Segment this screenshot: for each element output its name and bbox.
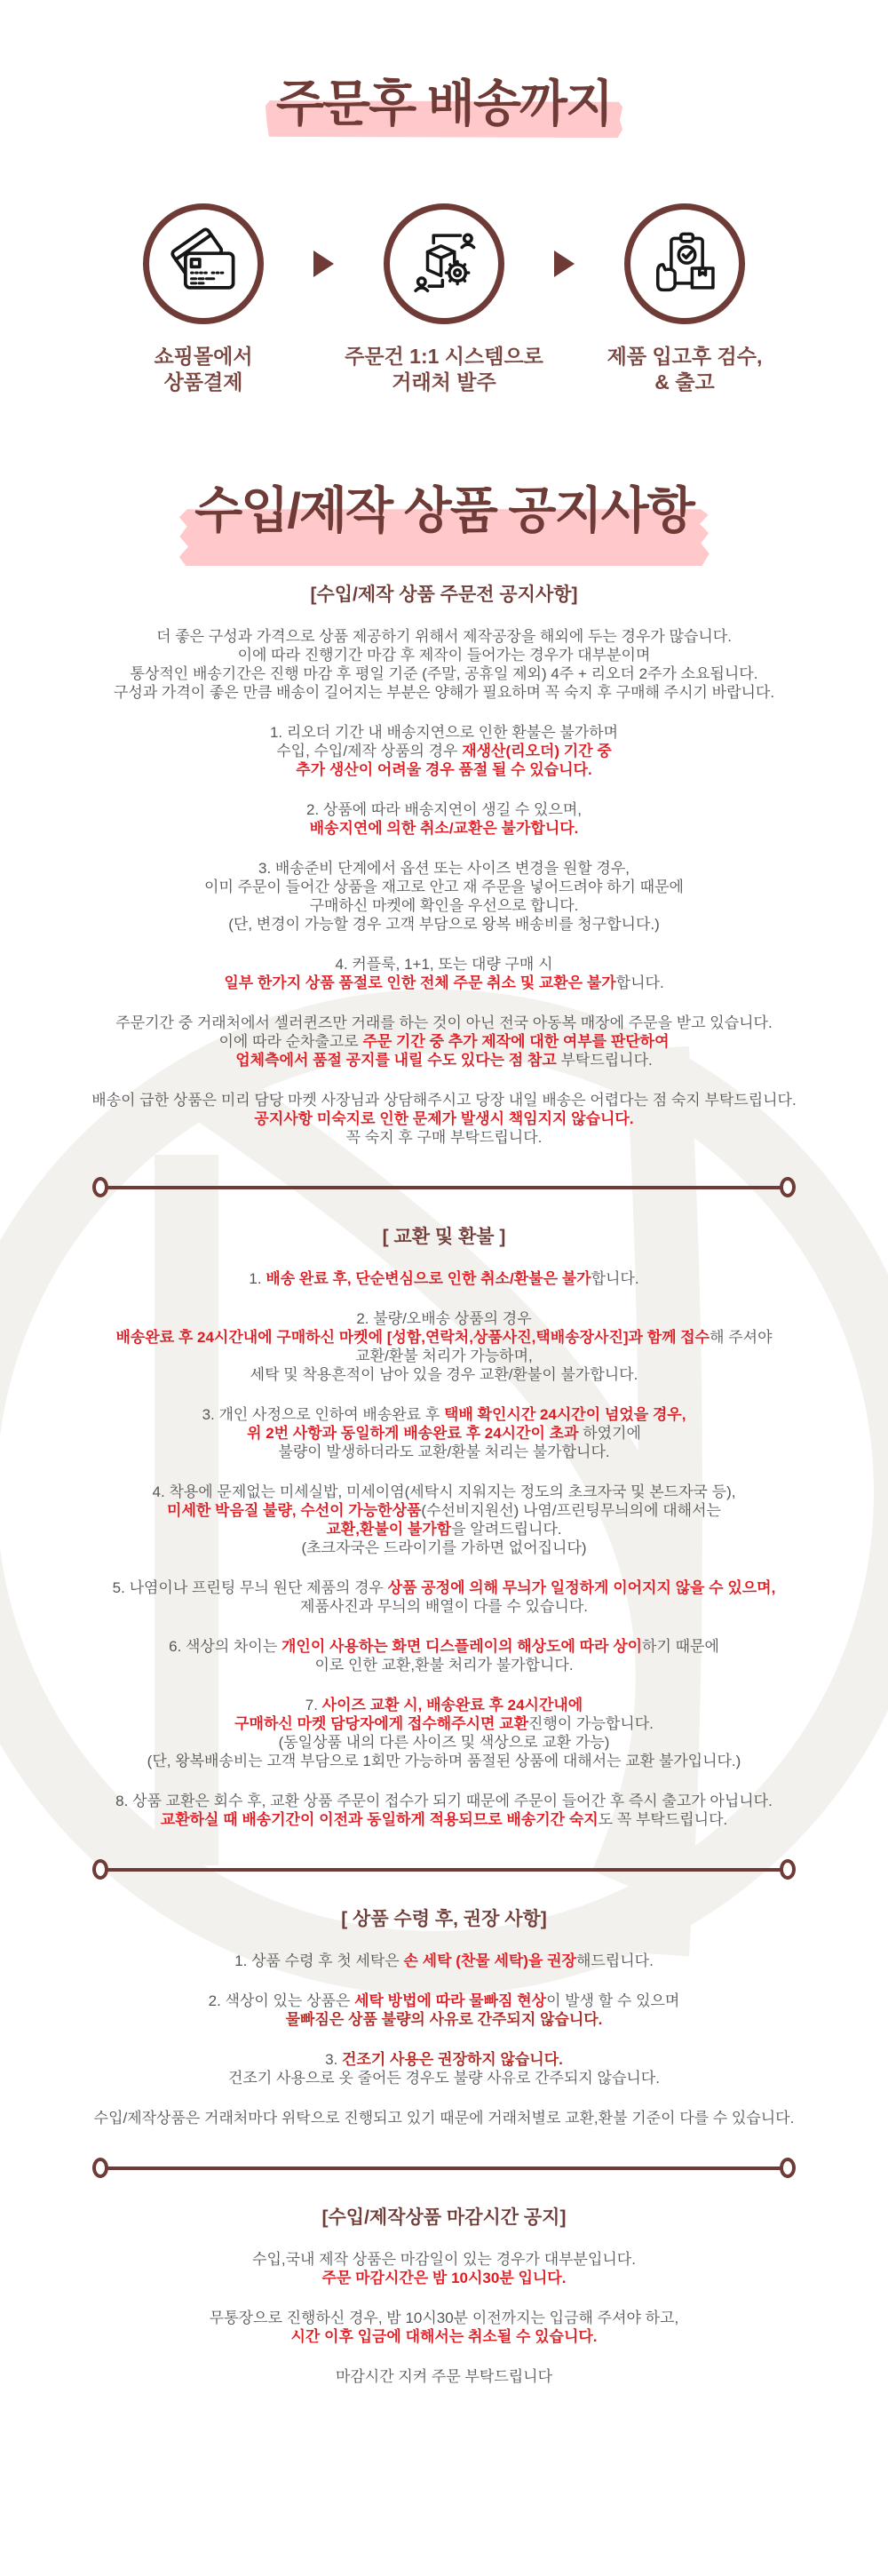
text-segment: 상품 공정에 의해 무늬가 일정하게 이어지지 않을 수 있으며, <box>387 1579 776 1597</box>
header-area <box>0 0 888 539</box>
text-segment: 5. 나염이나 프린팅 무늬 원단 제품의 경우 <box>112 1579 388 1597</box>
triangle-right-icon <box>554 250 575 277</box>
text-segment: 이에 따라 진행기간 마감 후 제작이 들어가는 경우가 대부분이며 <box>237 647 651 664</box>
paragraph <box>52 1637 836 1674</box>
step-inspection-shipping <box>580 203 789 394</box>
paragraph <box>52 1992 836 2029</box>
text-segment: 손 세탁 (찬물 세탁)을 권장 <box>403 1952 576 1970</box>
step-circle <box>143 203 264 324</box>
text-line <box>52 1365 836 1384</box>
text-segment: 이로 인한 교환,환불 처리가 불가합니다. <box>314 1657 574 1674</box>
paragraph <box>52 1578 836 1616</box>
text-segment: 불량이 발생하더라도 교환/환불 처리는 불가합니다. <box>278 1443 610 1461</box>
text-segment: 일부 한가지 상품 품절로 인한 전체 주문 취소 및 교환은 불가 <box>224 974 616 992</box>
text-segment: 교환,환불이 불가함 <box>326 1521 452 1538</box>
text-segment: 더 좋은 구성과 가격으로 상품 제공하기 위해서 제작공장을 해외에 두는 경우가 많습니다. <box>156 628 732 646</box>
text-segment: 합니다. <box>615 974 664 992</box>
step-label <box>99 344 308 394</box>
text-line <box>52 627 836 646</box>
paragraph <box>52 1483 836 1557</box>
text-line <box>52 1520 836 1538</box>
text-segment: 2. 색상이 있는 상품은 <box>208 1992 355 2010</box>
text-segment: (단, 왕복배송비는 고객 부담으로 1회만 가능하며 품절된 상품에 대해서는 교환 불가입니다.) <box>147 1753 741 1770</box>
step-order-system <box>339 203 549 394</box>
text-line <box>52 2269 836 2287</box>
text-segment: 주문 기간 중 추가 제작에 대한 여부를 판단하여 <box>362 1033 670 1051</box>
paragraph <box>52 955 836 992</box>
text-segment: 교환하실 때 배송기간이 이전과 동일하게 적용되므로 배송기간 숙지 <box>160 1811 599 1829</box>
text-segment: 무통장으로 진행하신 경우, 밤 10시30분 이전까지는 입금해 주셔야 하고, <box>209 2310 679 2327</box>
text-line <box>52 1696 836 1714</box>
divider-end-ring <box>780 1177 796 1197</box>
text-line <box>52 1952 836 1970</box>
text-segment: 구매하신 마켓에 확인을 우선으로 합니다. <box>309 897 579 915</box>
text-segment: 구성과 가격이 좋은 만큼 배송이 길어지는 부분은 양해가 필요하며 꼭 숙지 후 구매해 주시기 바랍니다. <box>113 684 775 702</box>
text-segment: 교환/환불 처리가 가능하며, <box>355 1348 533 1365</box>
notice-content <box>52 585 836 2386</box>
text-segment: (초크자국은 드라이기를 가하면 없어집니다) <box>301 1539 587 1557</box>
paragraph <box>52 1269 836 1288</box>
text-segment: 진행이 가능합니다. <box>528 1715 654 1733</box>
text-line <box>52 1637 836 1656</box>
text-segment: 개인이 사용하는 화면 디스플레이의 해상도에 따라 상이 <box>281 1638 643 1656</box>
paragraph <box>52 1792 836 1829</box>
divider-line <box>107 2167 781 2170</box>
divider-line <box>107 1186 781 1189</box>
divider-end-ring <box>780 2158 796 2178</box>
text-segment: 8. 상품 교환은 회수 후, 교환 상품 주문이 접수가 되기 때문에 주문이 들어간 후 즉시 출고가 아닙니다. <box>115 1793 773 1810</box>
text-line <box>52 1128 836 1147</box>
paragraph <box>52 800 836 838</box>
text-segment: 건조기 사용은 권장하지 않습니다. <box>342 2051 563 2069</box>
text-line <box>52 800 836 819</box>
text-segment: 추가 생산이 어려울 경우 품절 될 수 있습니다. <box>296 761 592 779</box>
text-line <box>52 1810 836 1829</box>
text-line <box>52 646 836 664</box>
text-segment: 1. <box>249 1270 266 1288</box>
text-line <box>52 1792 836 1810</box>
text-segment: 배송 완료 후, 단순변심으로 인한 취소/환불은 불가 <box>266 1270 591 1288</box>
section-header: [수입/제작 상품 주문전 공지사항] <box>310 584 578 606</box>
text-line <box>52 878 836 896</box>
text-line <box>52 819 836 838</box>
text-line <box>52 2050 836 2069</box>
text-segment: 이에 따라 순차출고로 <box>218 1033 363 1051</box>
text-segment: 주문 마감시간은 밤 10시30분 입니다. <box>321 2270 567 2287</box>
paragraph <box>52 1309 836 1384</box>
text-segment: 주문기간 중 거래처에서 셀러퀸즈만 거래를 하는 것이 아닌 전국 아동복 매장에 주문을 받고 있습니다. <box>115 1014 773 1032</box>
text-line <box>52 683 836 702</box>
paragraph <box>52 859 836 934</box>
text-line <box>52 2069 836 2087</box>
text-segment: 수입,국내 제작 상품은 마감일이 있는 경우가 대부분입니다. <box>252 2251 636 2269</box>
paragraph <box>52 2109 836 2127</box>
text-segment: 배송완료 후 24시간내에 구매하신 마켓에 [성함,연락처,상품사진,택배송장사진]과 함께 접수 <box>115 1329 710 1347</box>
text-line <box>52 1597 836 1616</box>
text-line <box>52 664 836 683</box>
text-segment: 마감시간 지켜 주문 부탁드립니다 <box>335 2368 553 2386</box>
text-segment: 사이즈 교환 시, 배송완료 후 24시간내에 <box>321 1697 583 1714</box>
text-line <box>52 1578 836 1597</box>
text-segment: 을 알려드립니다. <box>451 1521 562 1538</box>
credit-cards-icon <box>166 227 241 301</box>
text-line <box>52 1733 836 1752</box>
text-segment: 7. <box>305 1697 322 1714</box>
text-segment: 3. 개인 사정으로 인하여 배송완료 후 <box>202 1406 444 1424</box>
text-line <box>52 955 836 974</box>
paragraph <box>52 2367 836 2386</box>
step-label-line1: 제품 입고후 검수, <box>607 345 763 369</box>
text-segment: (단, 변경이 가능할 경우 고객 부담으로 왕복 배송비를 청구합니다.) <box>228 916 660 934</box>
text-segment: (동일상품 내의 다른 사이즈 및 색상으로 교환 가능) <box>278 1734 610 1752</box>
text-segment: 배송이 급한 상품은 미리 담당 마켓 사장님과 상담해주시고 당장 내일 배송은 어렵다는 점 숙지 부탁드립니다. <box>91 1092 797 1109</box>
text-line <box>52 742 836 760</box>
paragraph <box>52 627 836 702</box>
step-label <box>580 344 789 394</box>
text-line <box>52 1309 836 1328</box>
step-label-line2: & 출고 <box>654 370 715 394</box>
text-line <box>52 2109 836 2127</box>
text-line <box>52 723 836 742</box>
text-segment: 이미 주문이 들어간 상품을 재고로 안고 재 주문을 넣어드려야 하기 때문에 <box>204 879 684 896</box>
order-system-icon <box>407 227 481 301</box>
section-divider <box>92 1177 796 1197</box>
divider-end-ring <box>780 1859 796 1880</box>
triangle-right-icon <box>313 250 334 277</box>
section-divider <box>92 1859 796 1880</box>
text-line <box>52 1347 836 1365</box>
step-circle <box>624 203 745 324</box>
text-segment: 1. 상품 수령 후 첫 세탁은 <box>234 1952 404 1970</box>
paragraph <box>52 2050 836 2087</box>
text-line <box>52 1091 836 1109</box>
text-line <box>52 2367 836 2386</box>
text-line <box>52 1269 836 1288</box>
text-segment: 재생산(리오더) 기간 중 <box>462 743 612 760</box>
text-line <box>52 1443 836 1461</box>
text-line <box>52 1032 836 1051</box>
text-line <box>52 915 836 934</box>
notice-title <box>194 482 694 539</box>
text-line <box>52 760 836 779</box>
text-line <box>52 1501 836 1520</box>
text-line <box>52 1483 836 1501</box>
text-segment: 구매하신 마켓 담당자에게 접수해주시면 교환 <box>234 1715 529 1733</box>
divider-line <box>107 1868 781 1872</box>
page-title <box>276 78 612 129</box>
text-line <box>52 2327 836 2346</box>
text-segment: (수선비지원선) 나염/프린팅무늬의에 대해서는 <box>421 1502 721 1520</box>
text-line <box>52 1109 836 1128</box>
text-segment: 해 주셔야 <box>710 1329 773 1347</box>
order-process-steps <box>0 203 888 394</box>
text-segment: 배송지연에 의한 취소/교환은 불가합니다. <box>309 820 579 838</box>
text-segment: 부탁드립니다. <box>556 1052 653 1069</box>
section-header: [수입/제작상품 마감시간 공지] <box>321 2207 567 2229</box>
text-segment: 하기 때문에 <box>642 1638 719 1656</box>
text-segment: 건조기 사용으로 옷 줄어든 경우도 불량 사유로 간주되지 않습니다. <box>228 2070 660 2087</box>
text-segment: 3. 배송준비 단계에서 옵션 또는 사이즈 변경을 원할 경우, <box>258 860 630 878</box>
text-segment: 이 발생 할 수 있으며 <box>546 1992 680 2010</box>
text-segment: 하였기에 <box>578 1425 641 1443</box>
text-line <box>52 1328 836 1347</box>
text-line <box>52 2309 836 2327</box>
paragraph <box>52 1014 836 1069</box>
paragraph <box>52 2309 836 2346</box>
text-line <box>52 1424 836 1443</box>
text-segment: 위 2번 사항과 동일하게 배송완료 후 24시간이 초과 <box>247 1425 579 1443</box>
text-line <box>52 1992 836 2010</box>
paragraph <box>52 1952 836 1970</box>
text-segment: 물빠짐은 상품 불량의 사유로 간주되지 않습니다. <box>285 2011 603 2029</box>
text-segment: 도 꼭 부탁드립니다. <box>598 1811 728 1829</box>
notice-title-text: 수입/제작 상품 공지사항 <box>194 482 694 539</box>
paragraph <box>52 1696 836 1770</box>
text-segment: 통상적인 배송기간은 진행 마감 후 평일 기준 (주말, 공휴일 제외) 4주 + 리오더 2주가 소요됩니다. <box>130 665 758 683</box>
text-segment: 1. 리오더 기간 내 배송지연으로 인한 환불은 불가하며 <box>269 724 619 742</box>
text-segment: 제품사진과 무늬의 배열이 다를 수 있습니다. <box>300 1598 588 1616</box>
paragraph <box>52 2250 836 2287</box>
inspection-shipping-icon <box>647 227 722 301</box>
text-segment: 세탁 방법에 따라 물빠짐 현상 <box>354 1992 547 2010</box>
text-line <box>52 1051 836 1069</box>
step-label-line1: 쇼핑몰에서 <box>154 345 253 369</box>
text-segment: 수입/제작상품은 거래처마다 위탁으로 진행되고 있기 때문에 거래처별로 교환,환불 기준이 다를 수 있습니다. <box>93 2110 795 2127</box>
paragraph <box>52 723 836 779</box>
text-segment: 공지사항 미숙지로 인한 문제가 발생시 책임지지 않습니다. <box>254 1110 634 1128</box>
text-segment: 시간 이후 입금에 대해서는 취소될 수 있습니다. <box>290 2328 598 2346</box>
step-label-line2: 거래처 발주 <box>392 370 496 394</box>
text-line <box>52 2010 836 2029</box>
text-segment: 3. <box>325 2051 343 2069</box>
text-segment: 세탁 및 착용흔적이 남아 있을 경우 교환/환불이 불가합니다. <box>250 1366 638 1384</box>
text-line <box>52 2250 836 2269</box>
notice-title-area <box>0 482 888 539</box>
section-divider <box>92 2158 796 2178</box>
text-line <box>52 1405 836 1424</box>
text-segment: 수입, 수입/제작 상품의 경우 <box>276 743 463 760</box>
text-line <box>52 1014 836 1032</box>
text-segment: 업체측에서 품절 공지를 내릴 수도 있다는 점 참고 <box>235 1052 557 1069</box>
text-segment: 택배 확인시간 24시간이 넘었을 경우, <box>444 1406 686 1424</box>
text-line <box>52 896 836 915</box>
text-segment: 2. 상품에 따라 배송지연이 생길 수 있으며, <box>306 801 582 819</box>
text-segment: 4. 착용에 문제없는 미세실밥, 미세이염(세탁시 지워지는 정도의 초크자국 및 본드자국 등), <box>152 1483 736 1501</box>
text-segment: 해드립니다. <box>575 1952 654 1970</box>
text-line <box>52 974 836 992</box>
page-title-text: 주문후 배송까지 <box>275 76 613 131</box>
step-label <box>339 344 549 394</box>
step-label-line2: 상품결제 <box>163 370 243 394</box>
paragraph <box>52 1091 836 1147</box>
paragraph <box>52 1405 836 1461</box>
text-line <box>52 859 836 878</box>
step-label-line1: 주문건 1:1 시스템으로 <box>345 345 543 369</box>
text-segment: 합니다. <box>591 1270 639 1288</box>
section-header: [ 상품 수령 후, 권장 사항] <box>341 1909 547 1930</box>
section-header: [ 교환 및 환불 ] <box>382 1227 506 1248</box>
text-line <box>52 1538 836 1557</box>
text-segment: 미세한 박음질 불량, 수선이 가능한상품 <box>167 1502 422 1520</box>
text-line <box>52 1656 836 1674</box>
text-segment: 6. 색상의 차이는 <box>169 1638 281 1656</box>
text-segment: 꼭 숙지 후 구매 부탁드립니다. <box>345 1129 543 1147</box>
step-circle <box>384 203 504 324</box>
text-line <box>52 1752 836 1770</box>
text-segment: 4. 커플룩, 1+1, 또는 대량 구매 시 <box>335 956 553 974</box>
step-payment <box>99 203 308 394</box>
text-line <box>52 1714 836 1733</box>
text-segment: 2. 불량/오배송 상품의 경우 <box>356 1310 532 1328</box>
